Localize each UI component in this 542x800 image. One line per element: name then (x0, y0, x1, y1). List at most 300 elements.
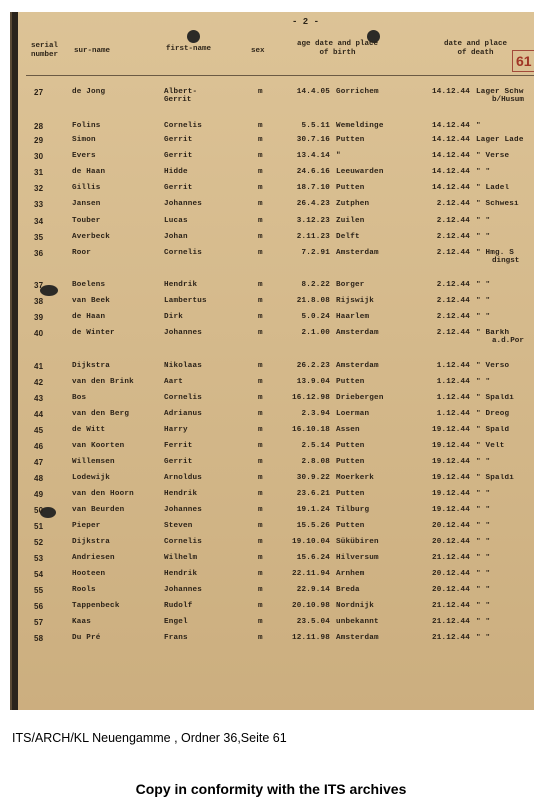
death-date-cell: 1.12.44 (436, 378, 470, 386)
death-date-cell: 20.12.44 (431, 522, 470, 530)
surname-cell: van den Berg (72, 410, 130, 418)
sex-cell: m (258, 506, 263, 514)
birth-place-cell: Moerkerk (336, 474, 375, 482)
sex-cell: m (258, 490, 263, 498)
serial-cell: 33 (34, 200, 44, 209)
birth-place-cell: Arnhem (336, 570, 365, 578)
sex-cell: m (258, 233, 263, 241)
birth-date-cell: 19.10.04 (291, 538, 330, 546)
serial-cell: 58 (34, 634, 44, 643)
death-date-cell: 1.12.44 (436, 394, 470, 402)
death-date-cell: 14.12.44 (431, 152, 470, 160)
death-place-cell: " Verse (476, 152, 510, 160)
birth-place-cell: Putten (336, 522, 365, 530)
death-place-cell: " " (476, 506, 491, 514)
surname-cell: Dijkstra (72, 538, 111, 546)
death-place-cell: " Spald (476, 426, 510, 434)
surname-cell: Evers (72, 152, 96, 160)
serial-cell: 47 (34, 458, 44, 467)
death-place-cell: " " (476, 618, 491, 626)
firstname-cell: Nikolaas (164, 362, 203, 370)
sex-cell: m (258, 184, 263, 192)
birth-date-cell: 22.11.94 (291, 570, 330, 578)
header-surname: sur-name (74, 47, 111, 55)
sex-cell: m (258, 634, 263, 642)
birth-date-cell: 30.9.22 (296, 474, 330, 482)
birth-place-cell: Gorrichem (336, 88, 379, 96)
death-date-cell: 14.12.44 (431, 88, 470, 96)
firstname-cell: Hendrik (164, 281, 198, 289)
sex-cell: m (258, 586, 263, 594)
header-sex: sex (251, 47, 265, 55)
serial-cell: 35 (34, 233, 44, 242)
death-place-cell: " " (476, 554, 491, 562)
serial-cell: 45 (34, 426, 44, 435)
table-row (12, 233, 534, 248)
death-place-cell: " " (476, 570, 491, 578)
firstname-cell: Cornelis (164, 122, 203, 130)
birth-date-cell: 30.7.16 (296, 136, 330, 144)
death-place-cell: " " (476, 233, 491, 241)
death-date-cell: 2.12.44 (436, 281, 470, 289)
sex-cell: m (258, 281, 263, 289)
birth-place-cell: Assen (336, 426, 360, 434)
table-row (12, 184, 534, 199)
firstname-cell: Steven (164, 522, 193, 530)
firstname-cell: Hendrik (164, 490, 198, 498)
firstname-cell: Wilhelm (164, 554, 198, 562)
surname-cell: Willemsen (72, 458, 115, 466)
serial-cell: 41 (34, 362, 44, 371)
birth-place-cell: Tilburg (336, 506, 370, 514)
serial-cell: 42 (34, 378, 44, 387)
table-row (12, 329, 534, 344)
death-date-cell: 20.12.44 (431, 538, 470, 546)
death-date-cell: 14.12.44 (431, 184, 470, 192)
birth-place-cell: " (336, 152, 341, 160)
serial-cell: 54 (34, 570, 44, 579)
surname-cell: Simon (72, 136, 96, 144)
death-place-cell: " Spaldi (476, 394, 515, 402)
death-date-cell: 19.12.44 (431, 442, 470, 450)
table-row (12, 249, 534, 264)
birth-date-cell: 26.2.23 (296, 362, 330, 370)
birth-date-cell: 16.12.98 (291, 394, 330, 402)
table-row (12, 394, 534, 409)
birth-date-cell: 15.5.26 (296, 522, 330, 530)
birth-place-cell: Zutphen (336, 200, 370, 208)
serial-cell: 36 (34, 249, 44, 258)
page-stamp: 61 (512, 50, 534, 72)
birth-place-cell: Amsterdam (336, 329, 379, 337)
surname-cell: van Koorten (72, 442, 125, 450)
death-place-cell: " Schwesi (476, 200, 519, 208)
table-row (12, 570, 534, 585)
surname-cell: Boelens (72, 281, 106, 289)
firstname-cell: Gerrit (164, 152, 193, 160)
firstname-cell: Johannes (164, 586, 203, 594)
death-date-cell: 14.12.44 (431, 136, 470, 144)
table-row (12, 554, 534, 569)
birth-place-cell: Sükübiren (336, 538, 379, 546)
serial-cell: 31 (34, 168, 44, 177)
death-place-continuation: a.d.Por (492, 337, 524, 345)
surname-cell: Averbeck (72, 233, 111, 241)
serial-cell: 52 (34, 538, 44, 547)
surname-cell: de Witt (72, 426, 106, 434)
birth-date-cell: 2.8.08 (301, 458, 330, 466)
table-row (12, 88, 534, 103)
sex-cell: m (258, 602, 263, 610)
firstname-cell: Ferrit (164, 442, 193, 450)
birth-place-cell: Zuilen (336, 217, 365, 225)
death-date-cell: 21.12.44 (431, 618, 470, 626)
table-row (12, 538, 534, 553)
death-date-cell: 2.12.44 (436, 200, 470, 208)
death-date-cell: 20.12.44 (431, 570, 470, 578)
sex-cell: m (258, 122, 263, 130)
birth-date-cell: 3.12.23 (296, 217, 330, 225)
firstname-cell: Gerrit (164, 458, 193, 466)
birth-date-cell: 16.10.18 (291, 426, 330, 434)
death-place-cell: Lager Lade (476, 136, 524, 144)
serial-cell: 44 (34, 410, 44, 419)
serial-cell: 32 (34, 184, 44, 193)
surname-cell: Roor (72, 249, 92, 257)
serial-cell: 51 (34, 522, 44, 531)
birth-date-cell: 5.0.24 (301, 313, 330, 321)
birth-date-cell: 19.1.24 (296, 506, 330, 514)
birth-date-cell: 14.4.05 (296, 88, 330, 96)
serial-cell: 37 (34, 281, 44, 290)
birth-date-cell: 2.1.00 (301, 329, 330, 337)
serial-cell: 46 (34, 442, 44, 451)
surname-cell: Bos (72, 394, 87, 402)
table-row (12, 168, 534, 183)
sex-cell: m (258, 200, 263, 208)
table-row (12, 313, 534, 328)
birth-place-cell: Amsterdam (336, 634, 379, 642)
firstname-cell: Lambertus (164, 297, 207, 305)
table-row (12, 426, 534, 441)
death-date-cell: 14.12.44 (431, 168, 470, 176)
surname-cell: Touber (72, 217, 101, 225)
surname-cell: Gillis (72, 184, 101, 192)
birth-date-cell: 13.9.04 (296, 378, 330, 386)
surname-cell: Folins (72, 122, 101, 130)
birth-place-cell: Leeuwarden (336, 168, 384, 176)
death-date-cell: 19.12.44 (431, 458, 470, 466)
death-place-cell: " " (476, 586, 491, 594)
surname-cell: van den Hoorn (72, 490, 134, 498)
firstname-cell: Cornelis (164, 538, 203, 546)
table-row (12, 281, 534, 296)
death-date-cell: 2.12.44 (436, 233, 470, 241)
birth-place-cell: unbekannt (336, 618, 379, 626)
table-row (12, 634, 534, 649)
death-place-cell: " " (476, 217, 491, 225)
serial-cell: 40 (34, 329, 44, 338)
surname-cell: Andriesen (72, 554, 115, 562)
sex-cell: m (258, 394, 263, 402)
firstname-cell: Hendrik (164, 570, 198, 578)
firstname-cell: Johannes (164, 329, 203, 337)
sex-cell: m (258, 168, 263, 176)
serial-cell: 43 (34, 394, 44, 403)
birth-place-cell: Loerman (336, 410, 370, 418)
birth-date-cell: 22.9.14 (296, 586, 330, 594)
surname-cell: Tappenbeck (72, 602, 120, 610)
sex-cell: m (258, 458, 263, 466)
death-date-cell: 21.12.44 (431, 634, 470, 642)
punch-hole (187, 30, 200, 43)
birth-date-cell: 23.5.04 (296, 618, 330, 626)
firstname-cell: Johannes (164, 200, 203, 208)
sex-cell: m (258, 474, 263, 482)
birth-date-cell: 12.11.98 (291, 634, 330, 642)
death-place-cell: " " (476, 538, 491, 546)
birth-date-cell: 15.6.24 (296, 554, 330, 562)
death-place-cell: " " (476, 490, 491, 498)
surname-cell: Jansen (72, 200, 101, 208)
birth-date-cell: 2.5.14 (301, 442, 330, 450)
table-row (12, 362, 534, 377)
birth-place-cell: Putten (336, 184, 365, 192)
birth-place-cell: Nordnijk (336, 602, 375, 610)
birth-date-cell: 26.4.23 (296, 200, 330, 208)
table-row (12, 586, 534, 601)
firstname-cell: Gerrit (164, 184, 193, 192)
firstname-cell: Gerrit (164, 136, 193, 144)
birth-date-cell: 24.6.16 (296, 168, 330, 176)
birth-place-cell: Haarlem (336, 313, 370, 321)
birth-date-cell: 2.11.23 (296, 233, 330, 241)
serial-cell: 28 (34, 122, 44, 131)
serial-cell: 49 (34, 490, 44, 499)
firstname-cell: Frans (164, 634, 188, 642)
firstname-cell: Rudolf (164, 602, 193, 610)
birth-date-cell: 5.5.11 (301, 122, 330, 130)
death-date-cell: 2.12.44 (436, 329, 470, 337)
sex-cell: m (258, 538, 263, 546)
death-date-cell: 2.12.44 (436, 249, 470, 257)
table-row (12, 200, 534, 215)
death-place-continuation: b/Husum (492, 96, 524, 104)
firstname-cell: Adrianus (164, 410, 203, 418)
table-row (12, 602, 534, 617)
sex-cell: m (258, 249, 263, 257)
serial-cell: 53 (34, 554, 44, 563)
death-date-cell: 19.12.44 (431, 490, 470, 498)
birth-date-cell: 13.4.14 (296, 152, 330, 160)
birth-place-cell: Breda (336, 586, 360, 594)
birth-date-cell: 20.10.98 (291, 602, 330, 610)
surname-cell: Pieper (72, 522, 101, 530)
death-date-cell: 2.12.44 (436, 297, 470, 305)
sex-cell: m (258, 329, 263, 337)
death-place-cell: " (476, 122, 481, 130)
sex-cell: m (258, 297, 263, 305)
death-place-cell: " " (476, 522, 491, 530)
death-place-cell: " " (476, 602, 491, 610)
table-row (12, 474, 534, 489)
death-place-cell: " " (476, 281, 491, 289)
death-place-cell: " Barkh (476, 329, 510, 337)
death-date-cell: 21.12.44 (431, 602, 470, 610)
birth-place-cell: Putten (336, 442, 365, 450)
serial-cell: 38 (34, 297, 44, 306)
table-row (12, 152, 534, 167)
surname-cell: Dijkstra (72, 362, 111, 370)
table-row (12, 490, 534, 505)
birth-place-cell: Putten (336, 458, 365, 466)
table-row (12, 217, 534, 232)
birth-place-cell: Borger (336, 281, 365, 289)
birth-date-cell: 2.3.94 (301, 410, 330, 418)
birth-place-cell: Amsterdam (336, 249, 379, 257)
death-place-cell: " " (476, 297, 491, 305)
archive-reference: ITS/ARCH/KL Neuengamme , Ordner 36,Seite 61 (12, 731, 287, 745)
table-row (12, 442, 534, 457)
sex-cell: m (258, 362, 263, 370)
table-row (12, 136, 534, 151)
surname-cell: de Haan (72, 168, 106, 176)
serial-cell: 27 (34, 88, 44, 97)
birth-date-cell: 21.8.08 (296, 297, 330, 305)
surname-cell: de Jong (72, 88, 106, 96)
firstname-cell: Dirk (164, 313, 184, 321)
death-date-cell: 1.12.44 (436, 362, 470, 370)
surname-cell: van den Brink (72, 378, 134, 386)
serial-cell: 34 (34, 217, 44, 226)
death-date-cell: 1.12.44 (436, 410, 470, 418)
sex-cell: m (258, 313, 263, 321)
table-row (12, 506, 534, 521)
birth-date-cell: 8.2.22 (301, 281, 330, 289)
death-place-cell: " Ladel (476, 184, 510, 192)
death-date-cell: 21.12.44 (431, 554, 470, 562)
firstname-cell: Harry (164, 426, 188, 434)
birth-place-cell: Rijswijk (336, 297, 375, 305)
death-place-cell: " Dreog (476, 410, 510, 418)
serial-cell: 39 (34, 313, 44, 322)
death-place-cell: Lager Schw (476, 88, 524, 96)
document-scan (10, 12, 534, 710)
birth-place-cell: Amsterdam (336, 362, 379, 370)
surname-cell: Lodewijk (72, 474, 111, 482)
sex-cell: m (258, 88, 263, 96)
table-row (12, 618, 534, 633)
header-serial: serial number (31, 42, 59, 59)
death-place-cell: " Hmg. S (476, 249, 515, 257)
birth-place-cell: Putten (336, 490, 365, 498)
surname-cell: van Beek (72, 297, 111, 305)
table-row (12, 297, 534, 312)
serial-cell: 29 (34, 136, 44, 145)
death-date-cell: 14.12.44 (431, 122, 470, 130)
surname-cell: de Haan (72, 313, 106, 321)
sex-cell: m (258, 410, 263, 418)
sex-cell: m (258, 152, 263, 160)
death-place-cell: " " (476, 168, 491, 176)
death-place-cell: " Spaldi (476, 474, 515, 482)
header-death: date and place of death (444, 40, 508, 57)
serial-cell: 57 (34, 618, 44, 627)
firstname-cell: Cornelis (164, 249, 203, 257)
firstname-cell: Albert- (164, 88, 198, 96)
table-row (12, 522, 534, 537)
sex-cell: m (258, 618, 263, 626)
birth-date-cell: 7.2.91 (301, 249, 330, 257)
death-place-cell: " Verso (476, 362, 510, 370)
death-place-continuation: dingst (492, 257, 520, 265)
surname-cell: Rools (72, 586, 96, 594)
birth-place-cell: Putten (336, 136, 365, 144)
surname-cell: Hooteen (72, 570, 106, 578)
table-row (12, 410, 534, 425)
death-place-cell: " " (476, 634, 491, 642)
firstname-cell: Cornelis (164, 394, 203, 402)
firstname-cell: Lucas (164, 217, 188, 225)
serial-cell: 30 (34, 152, 44, 161)
sex-cell: m (258, 442, 263, 450)
death-date-cell: 19.12.44 (431, 426, 470, 434)
table-row (12, 122, 534, 137)
conformity-note: Copy in conformity with the ITS archives (135, 781, 407, 797)
serial-cell: 55 (34, 586, 44, 595)
header-birth: age date and place of birth (297, 40, 379, 57)
sex-cell: m (258, 522, 263, 530)
sex-cell: m (258, 217, 263, 225)
firstname-cell: Hidde (164, 168, 188, 176)
surname-cell: de Winter (72, 329, 115, 337)
surname-cell: van Beurden (72, 506, 125, 514)
serial-cell: 48 (34, 474, 44, 483)
firstname-cell: Johan (164, 233, 188, 241)
death-date-cell: 19.12.44 (431, 474, 470, 482)
surname-cell: Kaas (72, 618, 92, 626)
firstname-cell: Johannes (164, 506, 203, 514)
firstname-cell: Aart (164, 378, 184, 386)
death-place-cell: " " (476, 313, 491, 321)
death-place-cell: " " (476, 458, 491, 466)
serial-cell: 56 (34, 602, 44, 611)
header-firstname: first-name (166, 45, 212, 53)
death-date-cell: 2.12.44 (436, 217, 470, 225)
death-place-cell: " " (476, 378, 491, 386)
firstname-cell: Arnoldus (164, 474, 203, 482)
death-date-cell: 2.12.44 (436, 313, 470, 321)
firstname-cell: Engel (164, 618, 188, 626)
death-date-cell: 19.12.44 (431, 506, 470, 514)
sex-cell: m (258, 554, 263, 562)
birth-date-cell: 23.6.21 (296, 490, 330, 498)
header-rule (26, 75, 534, 76)
table-row (12, 378, 534, 393)
birth-date-cell: 18.7.10 (296, 184, 330, 192)
death-place-cell: " Velt (476, 442, 505, 450)
serial-cell: 50 (34, 506, 44, 515)
table-row (12, 458, 534, 473)
surname-cell: Du Pré (72, 634, 101, 642)
death-date-cell: 20.12.44 (431, 586, 470, 594)
sex-cell: m (258, 426, 263, 434)
birth-place-cell: Wemeldinge (336, 122, 384, 130)
birth-place-cell: Hilversum (336, 554, 379, 562)
sex-cell: m (258, 570, 263, 578)
sex-cell: m (258, 136, 263, 144)
birth-place-cell: Driebergen (336, 394, 384, 402)
